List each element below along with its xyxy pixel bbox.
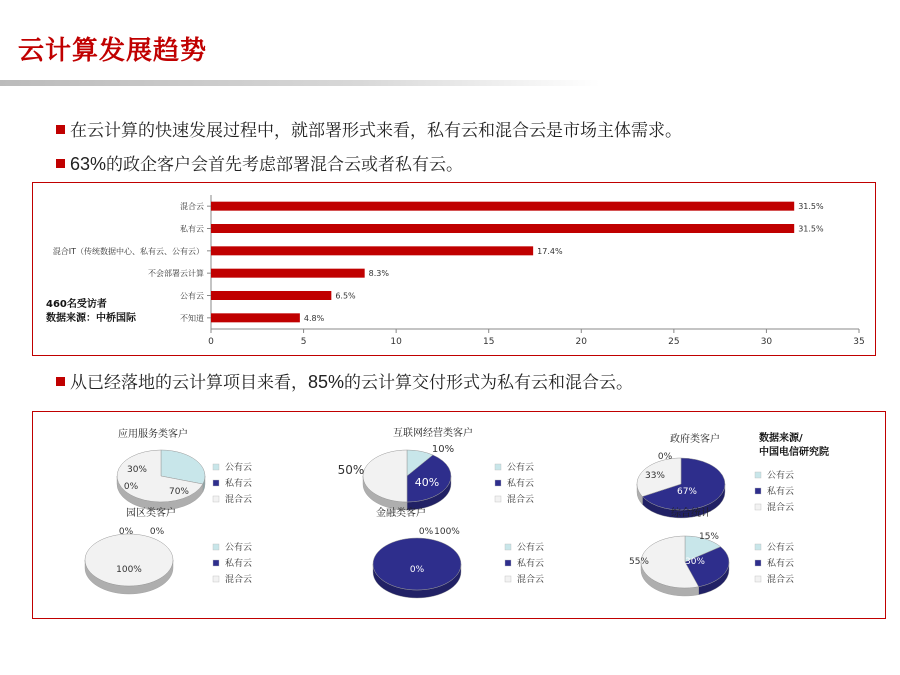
pie-value-label: 33% [644,471,666,481]
bullet-2-number: 63% [70,154,107,174]
pie-chart-6 [629,506,794,596]
bar [211,269,365,278]
page-title: 云计算发展趋势 [18,36,208,66]
pie-value-label: 70% [168,487,190,497]
category-label: 私有云 [180,224,204,234]
legend-swatch [505,544,511,550]
pie-title: 金融类客户 [376,508,426,519]
pie-chart-note [759,432,829,460]
pie-value-label: 0% [118,527,134,537]
x-tick-label: 35 [853,337,865,347]
pie-data-source: 中国电信研究院 [759,447,829,458]
pie-value-label: 67% [676,487,698,497]
legend-swatch [505,560,511,566]
pie-slice [373,538,461,590]
legend-label: 混合云 [225,575,253,585]
x-tick-label: 0 [208,337,214,347]
legend-label: 私有云 [225,479,253,489]
pie-value-label: 30% [684,557,706,567]
legend-label: 混合云 [517,575,545,585]
legend-swatch [755,488,761,494]
bar-value-label: 31.5% [798,202,824,212]
pie-chart-4 [85,506,252,594]
pie-value-label: 0% [123,482,139,492]
bar [211,313,300,322]
pie-chart-1 [117,427,252,510]
pie-value-label: 55% [628,557,650,567]
legend-swatch [213,560,219,566]
bar [211,202,794,211]
pie-value-label: 10% [431,444,455,455]
legend-swatch [755,472,761,478]
pie-value-label: 0% [409,565,425,575]
x-tick-label: 10 [390,337,402,347]
legend-swatch [505,576,511,582]
bullet-1-text: 在云计算的快速发展过程中，就部署形式来看，私有云和混合云是市场主体需求。 [70,121,682,141]
category-label: 不知道 [180,313,204,323]
pie-value-label: 100% [116,565,142,575]
title-underline [0,80,600,86]
pie-value-label: 100% [434,527,460,537]
legend-label: 混合云 [767,575,795,585]
x-tick-label: 30 [760,337,773,347]
legend-swatch [755,504,761,510]
bullet-square-icon [56,159,65,168]
bar-value-label: 17.4% [537,246,563,256]
legend-label: 公有云 [225,543,253,553]
legend-swatch [495,480,501,486]
respondent-count: 460名受访者 [46,299,107,310]
legend-label: 公有云 [517,543,545,553]
bar-value-label: 8.3% [368,269,389,279]
pie-title: 政府类客户 [670,434,720,445]
legend-label: 混合云 [225,495,253,505]
pie-value-label: 50% [337,463,365,477]
legend-label: 混合云 [767,503,795,513]
legend-swatch [213,480,219,486]
bar-chart [33,183,875,355]
bullet-2-text: 的政企客户会首先考虑部署混合云或者私有云。 [106,155,464,175]
bar-value-label: 31.5% [798,224,824,234]
pie-value-label: 0% [418,527,434,537]
legend-label: 私有云 [225,559,253,569]
pie-value-label: 30% [126,465,148,475]
pie-title: 应用服务类客户 [118,429,188,440]
legend-swatch [213,544,219,550]
bullet-2 [56,150,463,175]
pie-charts-frame [32,411,886,619]
bullet-1 [56,116,682,141]
bar [211,291,331,300]
legend-swatch [755,560,761,566]
pie-slice [85,534,173,586]
legend-label: 私有云 [767,559,795,569]
category-label: 混合IT（传统数据中心、私有云、公有云） [52,246,204,256]
legend-swatch [495,464,501,470]
legend-swatch [213,464,219,470]
legend-swatch [495,496,501,502]
category-label: 公有云 [180,291,204,301]
bullet-square-icon [56,377,65,386]
bullet-square-icon [56,125,65,134]
pie-title: 互联网经营类客户 [393,428,473,439]
bar-data-source: 数据来源：中桥国际 [46,313,136,324]
bullet-3-pre: 从已经落地的云计算项目来看， [70,373,308,393]
legend-swatch [213,576,219,582]
pie-value-label: 0% [149,527,165,537]
legend-label: 公有云 [767,471,795,481]
legend-swatch [755,544,761,550]
category-label: 混合云 [180,202,204,212]
pie-value-label: 15% [698,532,720,542]
legend-label: 公有云 [767,543,795,553]
x-tick-label: 20 [575,337,588,347]
bar-value-label: 6.5% [335,291,356,301]
legend-label: 混合云 [507,495,535,505]
x-tick-label: 15 [482,337,495,347]
legend-label: 公有云 [225,463,253,473]
bullet-3-text: 的云计算交付形式为私有云和混合云。 [344,373,634,393]
bar [211,246,533,255]
legend-swatch [755,576,761,582]
pie-title: 综合统计 [671,508,711,519]
legend-label: 私有云 [767,487,795,497]
legend-swatch [213,496,219,502]
x-tick-label: 25 [668,337,680,347]
bar-chart-frame [32,182,876,356]
pie-value-label: 40% [414,476,440,489]
bullet-3-number: 85% [308,372,345,392]
pie-chart-2 [338,426,534,510]
pie-charts [33,412,885,618]
pie-value-label: 0% [657,452,673,462]
bar-chart-note [46,298,136,326]
legend-label: 私有云 [517,559,545,569]
legend-label: 私有云 [507,479,535,489]
legend-label: 公有云 [507,463,535,473]
bullet-3 [56,368,633,393]
bar-value-label: 4.8% [303,313,325,323]
pie-title: 园区类客户 [126,508,176,519]
pie-data-source-label: 数据来源/ [759,433,803,444]
pie-chart-5 [373,506,544,598]
x-tick-label: 5 [300,337,307,347]
category-label: 不会部署云计算 [148,269,204,279]
bar [211,224,794,233]
